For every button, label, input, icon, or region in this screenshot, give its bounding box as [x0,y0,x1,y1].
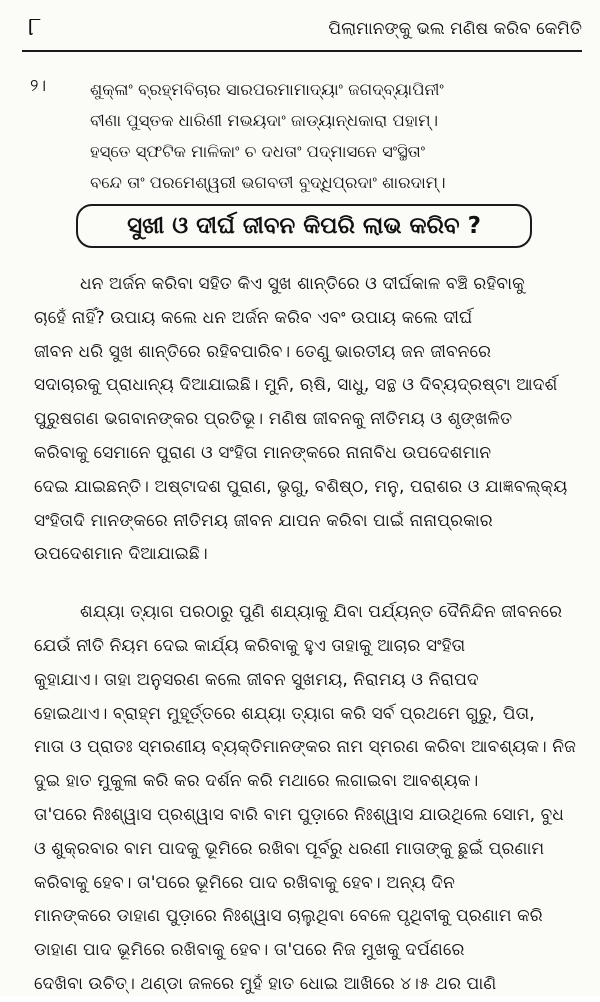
section-title: ସୁଖୀ ଓ ଦୀର୍ଘ ଜୀବନ କିପରି ଲାଭ କରିବ ? [127,213,481,239]
verse-number: ୨। [30,76,47,96]
paragraph-1 [34,268,582,572]
verse-line: ଶୁକ୍ଳାଂ ବ୍ରହ୍ମବିଚାର ସାରପରମାମାଦ୍ୟାଂ ଜଗଦ୍‌ବ୍ୟାପିନୀଂ [90,80,444,99]
verse-line: ବନ୍ଦେ ତାଂ ପରମେଶ୍ୱରୀ ଭଗବତୀ ବୁଦ୍ଧିପ୍ରଦାଂ ଶାରଦାମ୍। [90,173,446,192]
text-line: ଦେଇ ଯାଇଛନ୍ତି। ଅଷ୍ଟାଦଶ ପୁରାଣ, ଭୃଗୁ, ବଶିଷ୍ଠ, ମନୁ, ପରାଶର ଓ ଯାଜ୍ଞବଲ୍କ୍ୟ [34,476,568,497]
text-line: ଉପଦେଶମାନ ଦିଆଯାଇଛି। [34,544,208,565]
text-line: ଡାହାଣ ପାଦ ଭୂମିରେ ରଖିବାକୁ ହେବ। ତା'ପରେ ନିଜ ମୁଖକୁ ଦର୍ପଣରେ [34,940,465,961]
text-line: ଯେଉଁ ନୀତି ନିୟମ ଦେଇ କାର୍ଯ୍ୟ କରିବାକୁ ହୁଏ ତାହାକୁ ଆଚାର ସଂହିତା [34,635,466,656]
text-line: ଓ ଶୁକ୍ରବାର ବାମ ପାଦକୁ ଭୂମିରେ ରଖିବା ପୂର୍ବରୁ ଧରଣୀ ମାତାଙ୍କୁ ଛୁଇଁ ପ୍ରଣାମ [34,838,545,859]
text-line: ସଦାଚାରକୁ ପ୍ରାଧାନ୍ୟ ଦିଆଯାଇଛି। ମୁନି, ଋଷି, ସାଧୁ, ସନ୍ଥ ଓ ଦିବ୍ୟଦ୍ରଷ୍ଟା ଆଦର୍ଶ [34,375,558,396]
text-line: ଦେଖିବା ଉଚିତ୍। ଥଣ୍ଡା ଜଳରେ ମୁହଁ ହାତ ଧୋଇ ଆଖିରେ ୪।୫ ଥର ପାଣି [34,973,497,994]
text-line: କରିବାକୁ ହେବ। ତା'ପରେ ଭୂମିରେ ପାଦ ରଖିବାକୁ ହେବ। ଅନ୍ୟ ଦିନ [34,872,455,893]
text-line: ଜୀବନ ଧରି ସୁଖ ଶାନ୍ତିରେ ରହିବପାରିବ। ତେଣୁ ଭାରତୀୟ ଜନ ଜୀବନରେ [34,341,492,362]
text-line: ଚାହେଁ ନାହିଁ? ଉପାୟ କଲେ ଧନ ଅର୍ଜନ କରିବ ଏବଂ ଉପାୟ କଲେ ଦୀର୍ଘ [34,307,473,328]
section-title-box [76,204,532,248]
page-number: ୮ [28,12,42,42]
text-line: ତା'ପରେ ନିଃଶ୍ୱାସ ପ୍ରଶ୍ୱାସ ବାରି ବାମ ପୁଡ଼ାରେ ନିଃଶ୍ୱାସ ଯାଉଥିଲେ ସୋମ, ବୁଧ [34,804,564,825]
header-rule [22,50,582,52]
text-line: କରିବାକୁ ସେମାନେ ପୁରାଣ ଓ ସଂହିତା ମାନଙ୍କରେ ନାନାବିଧ ଉପଦେଶମାନ [34,442,492,463]
text-line: ଦୁଇ ହାତ ମୁକୁଳା କରି କର ଦର୍ଶନ କରି ମଥାରେ ଲଗାଇବା ଆବଶ୍ୟକ। [34,771,479,792]
text-line: ସଂହିତାଦି ମାନଙ୍କରେ ନୀତିମୟ ଜୀବନ ଯାପନ କରିବା ପାଇଁ ନାନାପ୍ରକାର [34,510,493,531]
paragraph-gap [34,572,582,596]
running-head: ପିଲାମାନଙ୍କୁ ଭଲ ମଣିଷ କରିବ କେମିତି [328,19,582,39]
text-line: ଶଯ୍ୟା ତ୍ୟାଗ ପରଠାରୁ ପୁଣି ଶଯ୍ୟାକୁ ଯିବା ପର୍ଯ୍ୟନ୍ତ ଦୈନିନ୍ଦିନ ଜୀବନରେ [80,602,563,623]
text-line: ହୋଇଥାଏ। ବ୍ରାହ୍ମ ମୁହୂର୍ତ୍ତରେ ଶଯ୍ୟା ତ୍ୟାଗ କରି ସର୍ବ ପ୍ରଥମେ ଗୁରୁ, ପିତା, [34,703,535,724]
verse-block [90,74,590,198]
verse-line: ହସ୍ତେ ସ୍ଫଟିକ ମାଳିକାଂ ଚ ଦଧତାଂ ପଦ୍ମାସନେ ସଂସ୍ଥିତାଂ [90,142,425,161]
page-header [0,0,600,60]
text-line: ଧନ ଅର୍ଜନ କରିବା ସହିତ କିଏ ସୁଖ ଶାନ୍ତିରେ ଓ ଦୀର୍ଘକାଳ ବଞ୍ଚି ରହିବାକୁ [80,274,525,294]
text-line: କୁହାଯାଏ। ତାହା ଅନୁସରଣ କଲେ ଜୀବନ ସୁଖମୟ, ନିରାମୟ ଓ ନିରାପଦ [34,669,479,690]
paragraph-2 [34,596,582,1002]
text-line: ମାନଙ୍କରେ ଡାହାଣ ପୁଡ଼ାରେ ନିଃଶ୍ୱାସ ଚାଲୁଥିବା ବେଳେ ପୃଥିବୀକୁ ପ୍ରଣାମ କରି [34,906,543,927]
text-line: ମାତା ଓ ପ୍ରାତଃ ସ୍ମରଣୀୟ ବ୍ୟକ୍ତିମାନଙ୍କର ନାମ ସ୍ମରଣ କରିବା ଆବଶ୍ୟକ। ନିଜ [34,737,576,758]
text-line: ପୁରୁଷଗଣ ଭଗବାନଙ୍କର ପ୍ରତିଭୂ। ମଣିଷ ଜୀବନକୁ ନୀତିମୟ ଓ ଶୃଙ୍ଖଳିତ [34,409,513,430]
body-text [34,268,582,1002]
verse-line: ବୀଣା ପୁସ୍ତକ ଧାରିଣୀ ମଭୟଦାଂ ଜାଡ୍ୟାନ୍ଧକାରା ପହାମ୍। [90,111,439,130]
